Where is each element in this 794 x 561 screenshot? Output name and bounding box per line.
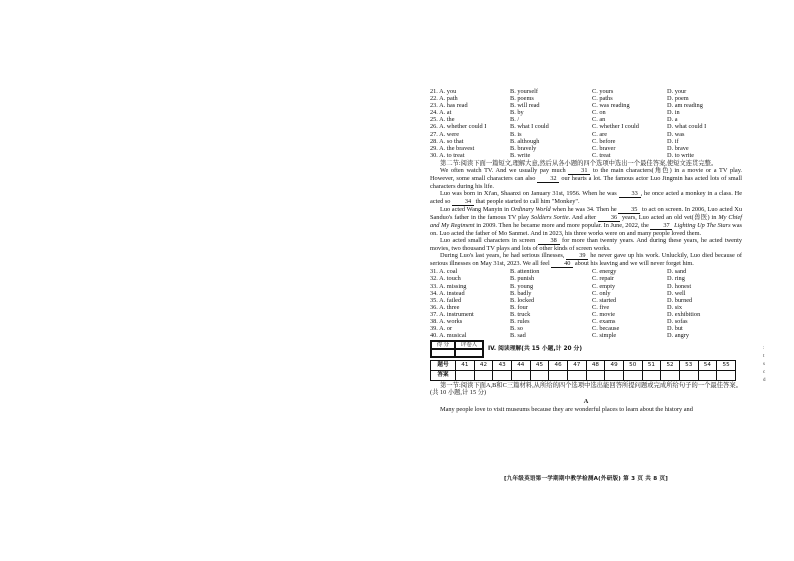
- option-row: [430, 123, 742, 130]
- option-b: B. write: [510, 151, 531, 159]
- work-title: Lighting Up The Stars: [672, 222, 731, 230]
- answer-cell[interactable]: [456, 371, 475, 381]
- option-d: D. angry: [667, 332, 690, 340]
- option-b: B. four: [510, 303, 528, 311]
- option-d: D. a: [667, 116, 678, 124]
- passage-text: about his leaving and we will never forget him.: [573, 260, 694, 268]
- option-c: C. started: [592, 296, 617, 304]
- option-d: D. poem: [667, 95, 689, 103]
- question-number: 41: [456, 361, 475, 371]
- question-number: 43: [493, 361, 512, 371]
- option-row: [430, 332, 742, 339]
- option-a: 27. A. were: [430, 130, 460, 138]
- passage-text: . And after: [568, 214, 599, 222]
- option-c: C. five: [592, 303, 610, 311]
- margin-mark: d: [763, 378, 766, 383]
- option-a: 36. A. three: [430, 303, 460, 311]
- question-number: 54: [698, 361, 717, 371]
- option-c: C. yours: [592, 88, 614, 95]
- question-number: 45: [530, 361, 549, 371]
- option-row: [430, 102, 742, 109]
- option-d: D. brave: [667, 144, 689, 152]
- blank-37: 37: [650, 223, 672, 230]
- blank-39: 39: [566, 253, 588, 260]
- options-31-40: [430, 268, 742, 339]
- option-row: [430, 268, 742, 275]
- option-b: B. /: [510, 116, 520, 124]
- answer-cell[interactable]: [698, 371, 717, 381]
- passage-paragraph-1: [430, 167, 742, 190]
- passage-a-letter: A: [583, 398, 589, 406]
- answer-cell[interactable]: [511, 371, 530, 381]
- blank-38: 38: [538, 238, 560, 245]
- passage-text: Luo acted small characters in screen: [440, 237, 538, 245]
- option-c: C. exams: [592, 317, 616, 325]
- option-b: B. is: [510, 130, 522, 138]
- passage-text: Luo was born in Xi'an, Shaanxi on January 31st, 1956. When he was: [440, 190, 619, 198]
- passage-text: to the main characters(角色) in a movie or a TV play. However, some small characters can also: [430, 167, 743, 183]
- passage-text: when he was 34. Then he: [550, 206, 619, 214]
- work-title: Ordinary World: [510, 206, 551, 214]
- option-c: C. energy: [592, 268, 617, 276]
- option-c: C. treat: [592, 151, 611, 159]
- passage-text: years, Luo acted an old vet(兽医) in: [620, 214, 719, 222]
- option-row: [430, 131, 742, 138]
- answer-cell[interactable]: [530, 371, 549, 381]
- answer-cell[interactable]: [661, 371, 680, 381]
- option-a: 30. A. to treat: [430, 151, 465, 159]
- option-b: B. rules: [510, 317, 530, 325]
- answer-cell[interactable]: [679, 371, 698, 381]
- work-title: Soldiers Sortie: [530, 214, 569, 222]
- option-a: 28. A. so that: [430, 137, 464, 145]
- option-c: C. braver: [592, 144, 616, 152]
- question-number: 51: [642, 361, 661, 371]
- option-d: D. if: [667, 137, 679, 145]
- passage-text: for more than twenty years. And during these years, he acted twenty movies, two thousand TV plays and lots of other kinds of screen works.: [430, 237, 742, 253]
- question-number: 49: [605, 361, 624, 371]
- option-c: C. was reading: [592, 102, 630, 110]
- option-row: [430, 304, 742, 311]
- option-a: 35. A. failed: [430, 296, 462, 304]
- blank-33: 33: [619, 191, 641, 198]
- blank-32: 32: [537, 176, 559, 183]
- option-row: [430, 283, 742, 290]
- answer-cell[interactable]: [623, 371, 642, 381]
- blank-34: 34: [452, 199, 474, 206]
- option-d: D. sand: [667, 268, 687, 276]
- option-d: D. well: [667, 289, 686, 297]
- option-row: [430, 152, 742, 159]
- answer-cell[interactable]: [717, 371, 736, 381]
- question-number-label: 题号: [431, 361, 456, 371]
- page-footer: [九年级英语第一学期期中教学检测A(外研版) 第 3 页 共 8 页]: [503, 476, 669, 482]
- answer-cell[interactable]: [549, 371, 568, 381]
- passage-paragraph-4: [430, 237, 742, 252]
- passage-text: , he once acted a monkey in a class. He acted so: [430, 190, 742, 206]
- option-d: D. exhibition: [667, 310, 701, 318]
- option-b: B. truck: [510, 310, 531, 318]
- blank-36: 36: [598, 215, 620, 222]
- option-d: D. am reading: [667, 102, 703, 110]
- option-a: 39. A. or: [430, 325, 453, 333]
- section4-intro: 第一节:阅读下面A,B和C三篇材料,从所给的四个选项中选出能回答所提问题或完成所给句子的一个最佳答案。(共 10 小题,计 15 分): [430, 382, 742, 397]
- question-number: 48: [586, 361, 605, 371]
- option-row: [430, 109, 742, 116]
- margin-mark: t: [763, 354, 765, 359]
- answer-cell[interactable]: [605, 371, 624, 381]
- margin-mark: :: [763, 346, 765, 351]
- option-d: D. sofas: [667, 317, 688, 325]
- option-b: B. bravely: [510, 144, 537, 152]
- option-b: B. sad: [510, 332, 526, 340]
- option-b: B. attention: [510, 268, 540, 276]
- option-row: [430, 145, 742, 152]
- option-c: C. an: [592, 116, 606, 124]
- score-cell[interactable]: [431, 349, 455, 357]
- option-row: [430, 297, 742, 304]
- answer-cell[interactable]: [642, 371, 661, 381]
- passage-text: was on. Luo acted the father of Mo Sanmei. And in 2023, his three works were on and many people loved them.: [430, 222, 742, 238]
- option-c: C. only: [592, 289, 611, 297]
- option-a: 37. A. instrument: [430, 310, 474, 318]
- question-number: 52: [661, 361, 680, 371]
- answer-cell[interactable]: [493, 371, 512, 381]
- option-a: 32. A. touch: [430, 275, 461, 283]
- option-row: [430, 275, 742, 282]
- question-number: 46: [549, 361, 568, 371]
- option-c: C. before: [592, 137, 616, 145]
- blank-35: 35: [618, 207, 640, 214]
- answer-cell[interactable]: [567, 371, 586, 381]
- option-d: D. honest: [667, 282, 692, 290]
- option-row: [430, 95, 742, 102]
- option-b: B. yourself: [510, 88, 538, 95]
- option-a: 40. A. musical: [430, 332, 467, 340]
- passage-a-first-line: Many people love to visit museums because they are wonderful places to learn about the history and: [440, 405, 693, 413]
- option-b: B. badly: [510, 289, 532, 297]
- option-c: C. whether I could: [592, 123, 639, 131]
- option-d: D. burned: [667, 296, 693, 304]
- option-a: 26. A. whether could I: [430, 123, 487, 131]
- options-21-30: [430, 88, 742, 159]
- option-b: B. by: [510, 109, 524, 117]
- passage-paragraph-5: [430, 252, 742, 268]
- answer-table: [430, 360, 736, 381]
- exam-page: [430, 88, 742, 413]
- passage-text: that people started to call him "Monkey".: [474, 198, 580, 206]
- option-c: C. simple: [592, 332, 617, 340]
- option-c: C. because: [592, 325, 620, 333]
- option-c: C. empty: [592, 282, 616, 290]
- option-row: [430, 318, 742, 325]
- option-row: [430, 88, 742, 95]
- section4-title: IV. 阅读理解(共 15 小题,计 20 分): [488, 345, 582, 352]
- option-b: B. will read: [510, 102, 540, 110]
- option-c: C. are: [592, 130, 608, 138]
- grader-cell[interactable]: [455, 349, 483, 357]
- option-b: B. young: [510, 282, 534, 290]
- passage-paragraph-3: [430, 206, 742, 237]
- option-a: 21. A. you: [430, 88, 457, 95]
- option-a: 33. A. missing: [430, 282, 467, 290]
- option-b: B. punish: [510, 275, 535, 283]
- passage-text: During Luo's last years, he had serious illnesses,: [440, 252, 567, 260]
- passage-paragraph-2: [430, 190, 742, 206]
- option-row: [430, 290, 742, 297]
- option-a: 22. A. path: [430, 95, 458, 103]
- option-d: D. your: [667, 88, 687, 95]
- option-b: B. what I could: [510, 123, 549, 131]
- blank-40: 40: [551, 261, 573, 268]
- option-row: [430, 116, 742, 123]
- option-d: D. in: [667, 109, 680, 117]
- option-a: 29. A. the bravest: [430, 144, 475, 152]
- option-a: 25. A. the: [430, 116, 455, 124]
- option-d: D. to write: [667, 151, 695, 159]
- blank-31: 31: [568, 168, 590, 175]
- passage-text: Luo acted Wang Manyin in: [440, 206, 511, 214]
- question-number: 44: [511, 361, 530, 371]
- margin-mark: s: [763, 362, 765, 367]
- option-c: C. on: [592, 109, 606, 117]
- option-d: D. but: [667, 325, 683, 333]
- option-b: B. although: [510, 137, 540, 145]
- score-box: [430, 340, 484, 358]
- option-d: D. was: [667, 130, 685, 138]
- option-d: D. ring: [667, 275, 685, 283]
- option-b: B. locked: [510, 296, 535, 304]
- grader-label: 评卷人: [455, 341, 483, 349]
- passage-text: in 2009. Then he became more and more popular. In June, 2022, the: [474, 222, 651, 230]
- answer-number-row: [431, 361, 736, 371]
- question-number: 50: [623, 361, 642, 371]
- option-a: 31. A. coal: [430, 268, 458, 276]
- answer-row: [431, 371, 736, 381]
- passage-text: We often watch TV. And we usually pay much: [440, 167, 569, 175]
- option-row: [430, 311, 742, 318]
- margin-marks: [763, 345, 766, 385]
- question-number: 53: [679, 361, 698, 371]
- option-c: C. movie: [592, 310, 616, 318]
- margin-mark: c: [763, 370, 766, 375]
- option-d: D. what could I: [667, 123, 707, 131]
- question-number: 47: [567, 361, 586, 371]
- section2-intro: 第二节:阅读下面一篇短文,理解大意,然后从各小题的四个选项中选出一个最佳答案,使短文连贯完整。: [440, 159, 718, 167]
- work-title: My Chief and My Regiment: [430, 214, 743, 230]
- score-label: 得 分: [431, 341, 455, 349]
- passage-text: he never gave up his work. Unluckily, Luo died because of serious illnesses on May 31st, 2023. We all feel: [430, 252, 743, 268]
- question-number: 55: [717, 361, 736, 371]
- answer-label: 答案: [431, 371, 456, 381]
- option-c: C. repair: [592, 275, 615, 283]
- question-number: 42: [474, 361, 493, 371]
- option-a: 23. A. has read: [430, 102, 468, 110]
- option-a: 38. A. works: [430, 317, 463, 325]
- option-a: 24. A. at: [430, 109, 452, 117]
- option-b: B. poems: [510, 95, 534, 103]
- passage-text: to act on screen. In 2006, Luo acted Xu Sanduo's father in the famous TV play: [430, 206, 742, 222]
- option-a: 34. A. instead: [430, 289, 465, 297]
- answer-cell[interactable]: [586, 371, 605, 381]
- answer-cell[interactable]: [474, 371, 493, 381]
- option-row: [430, 138, 742, 145]
- option-row: [430, 325, 742, 332]
- section4-header: [430, 341, 742, 357]
- option-b: B. so: [510, 325, 523, 333]
- option-d: D. six: [667, 303, 683, 311]
- passage-text: our hearts a lot. The famous actor Luo Jingmin has acted lots of small characters during his life.: [430, 175, 742, 191]
- option-c: C. paths: [592, 95, 613, 103]
